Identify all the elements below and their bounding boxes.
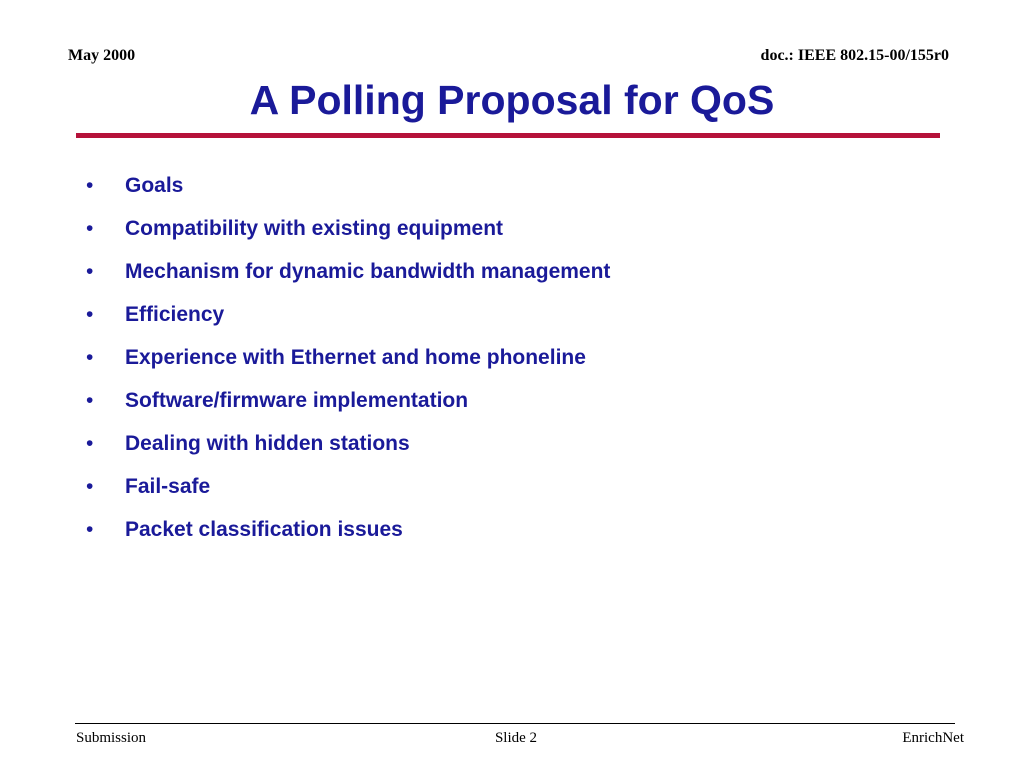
bullet-marker: • <box>86 518 94 541</box>
bullet-text: Software/firmware implementation <box>125 389 469 412</box>
bullet-text: Fail-safe <box>125 475 211 498</box>
footer-slide-number: Slide 2 <box>494 730 538 746</box>
bullet-text: Efficiency <box>125 303 225 326</box>
bullet-marker: • <box>86 303 94 326</box>
bullet-marker: • <box>86 174 94 197</box>
header-date: May 2000 <box>68 47 136 64</box>
header-doc-id: doc.: IEEE 802.15-00/155r0 <box>760 47 949 64</box>
bullet-text: Packet classification issues <box>125 518 403 541</box>
bullet-text: Compatibility with existing equipment <box>125 217 504 240</box>
bullet-text: Mechanism for dynamic bandwidth management <box>125 260 611 283</box>
bullet-marker: • <box>86 260 94 283</box>
bullet-text: Dealing with hidden stations <box>125 432 410 455</box>
bullet-marker: • <box>86 346 94 369</box>
bullet-text: Goals <box>125 174 184 197</box>
footer-company: EnrichNet <box>902 730 964 746</box>
bullet-marker: • <box>86 432 94 455</box>
bullet-marker: • <box>86 217 94 240</box>
footer-submission: Submission <box>76 730 147 746</box>
title-underline <box>76 133 940 138</box>
bullet-marker: • <box>86 475 94 498</box>
bullet-text: Experience with Ethernet and home phoneline <box>125 346 586 369</box>
slide-title: A Polling Proposal for QoS <box>249 77 775 123</box>
bullet-marker: • <box>86 389 94 412</box>
footer-divider <box>75 723 955 724</box>
